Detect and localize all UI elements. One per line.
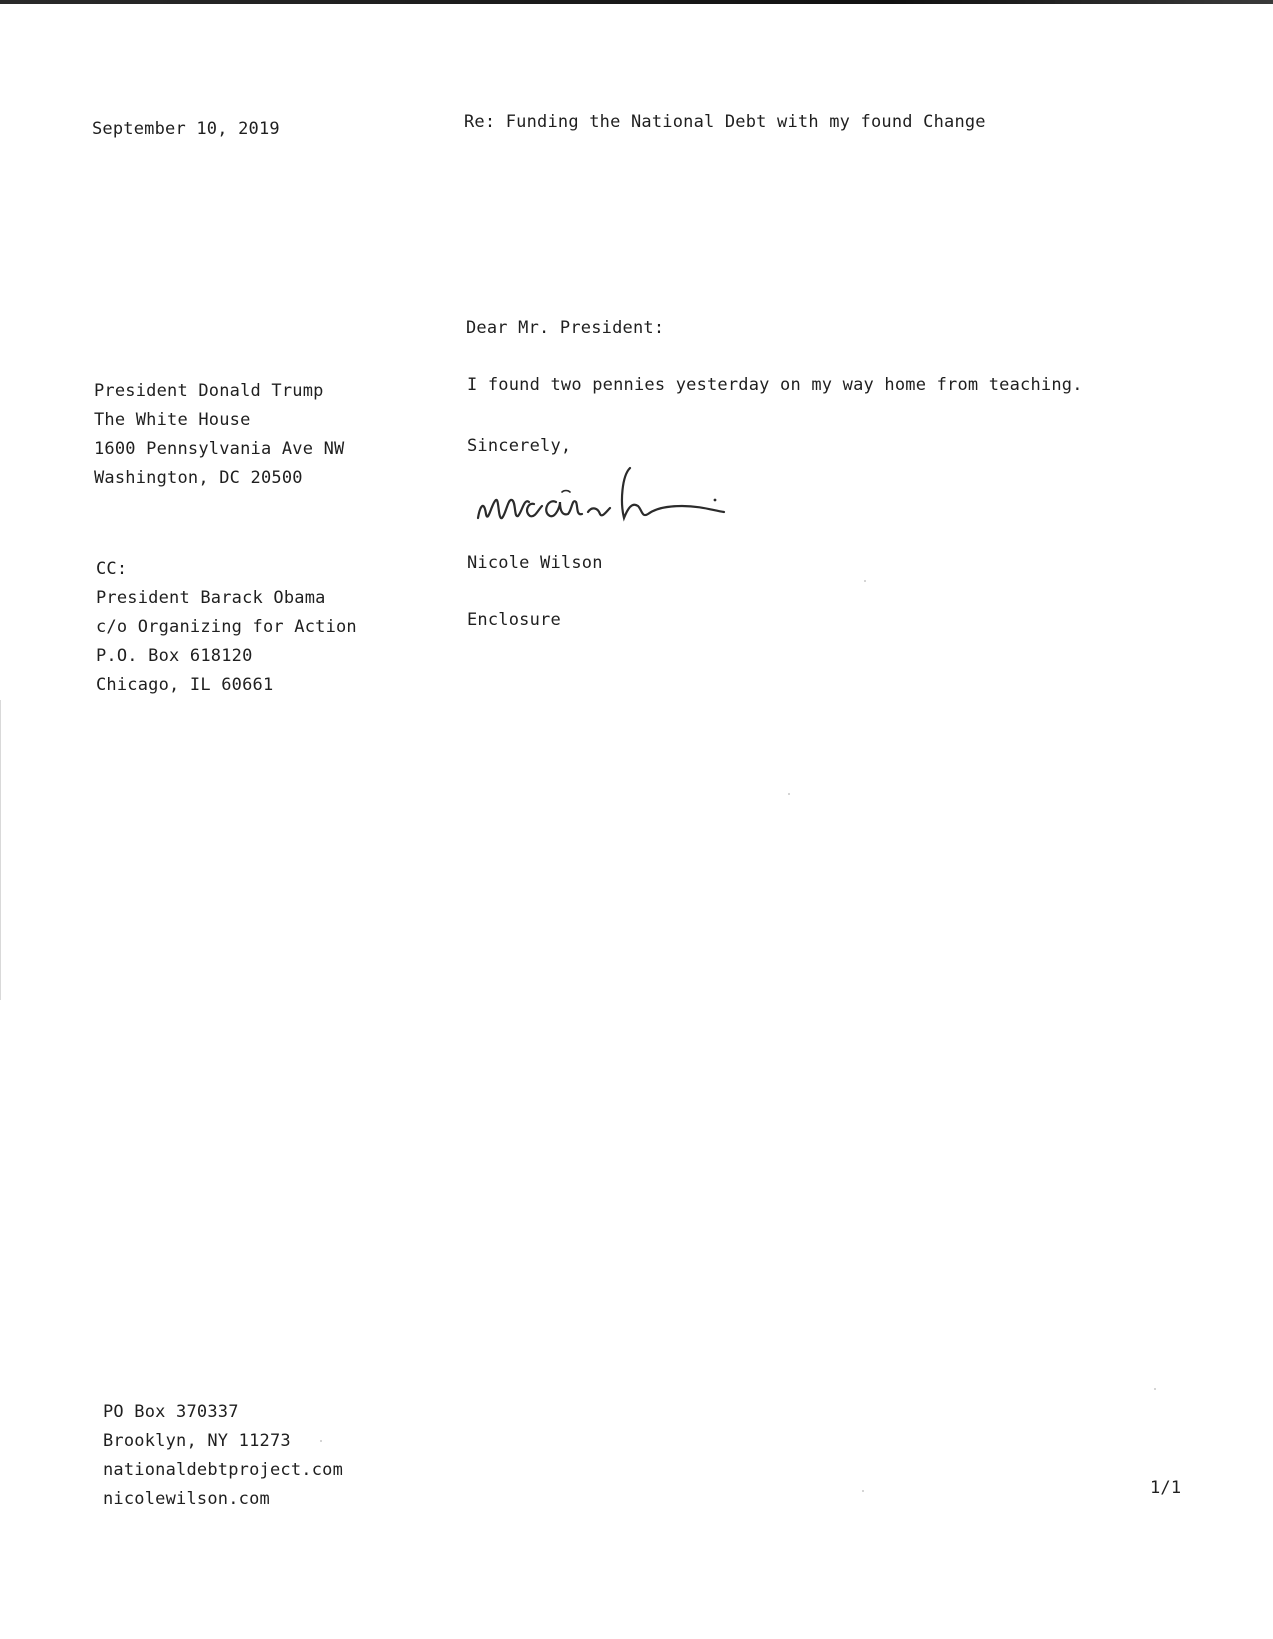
letter-subject: Re: Funding the National Debt with my found Change — [464, 112, 986, 132]
recipient-line3: Washington, DC 20500 — [94, 468, 303, 488]
signer-name: Nicole Wilson — [467, 553, 603, 573]
footer-line3: nationaldebtproject.com — [103, 1460, 344, 1480]
recipient-name: President Donald Trump — [94, 381, 324, 401]
footer-address — [103, 1398, 343, 1514]
letter-body: I found two pennies yesterday on my way home from teaching. — [467, 375, 1083, 395]
scan-speck — [788, 793, 790, 795]
scan-speck — [1154, 1388, 1156, 1390]
letter-date: September 10, 2019 — [92, 119, 280, 139]
cc-address — [96, 555, 357, 700]
salutation: Dear Mr. President: — [466, 318, 665, 338]
recipient-line1: The White House — [94, 410, 251, 430]
scan-left-edge — [0, 700, 1, 1000]
scan-speck — [862, 1490, 864, 1492]
cc-line2: P.O. Box 618120 — [96, 646, 253, 666]
scan-top-edge — [0, 0, 1273, 4]
enclosure: Enclosure — [467, 610, 561, 630]
closing: Sincerely, — [467, 436, 572, 456]
footer-line4: nicolewilson.com — [103, 1489, 270, 1509]
scan-speck — [864, 580, 866, 582]
scan-speck — [320, 1440, 322, 1442]
recipient-address — [94, 377, 344, 493]
footer-line1: PO Box 370337 — [103, 1402, 239, 1422]
signature-icon — [472, 462, 742, 532]
footer-line2: Brooklyn, NY 11273 — [103, 1431, 291, 1451]
recipient-line2: 1600 Pennsylvania Ave NW — [94, 439, 345, 459]
page-number: 1/1 — [1150, 1478, 1182, 1498]
cc-label: CC: — [96, 559, 128, 579]
cc-line3: Chicago, IL 60661 — [96, 675, 274, 695]
cc-name: President Barack Obama — [96, 588, 326, 608]
cc-line1: c/o Organizing for Action — [96, 617, 357, 637]
